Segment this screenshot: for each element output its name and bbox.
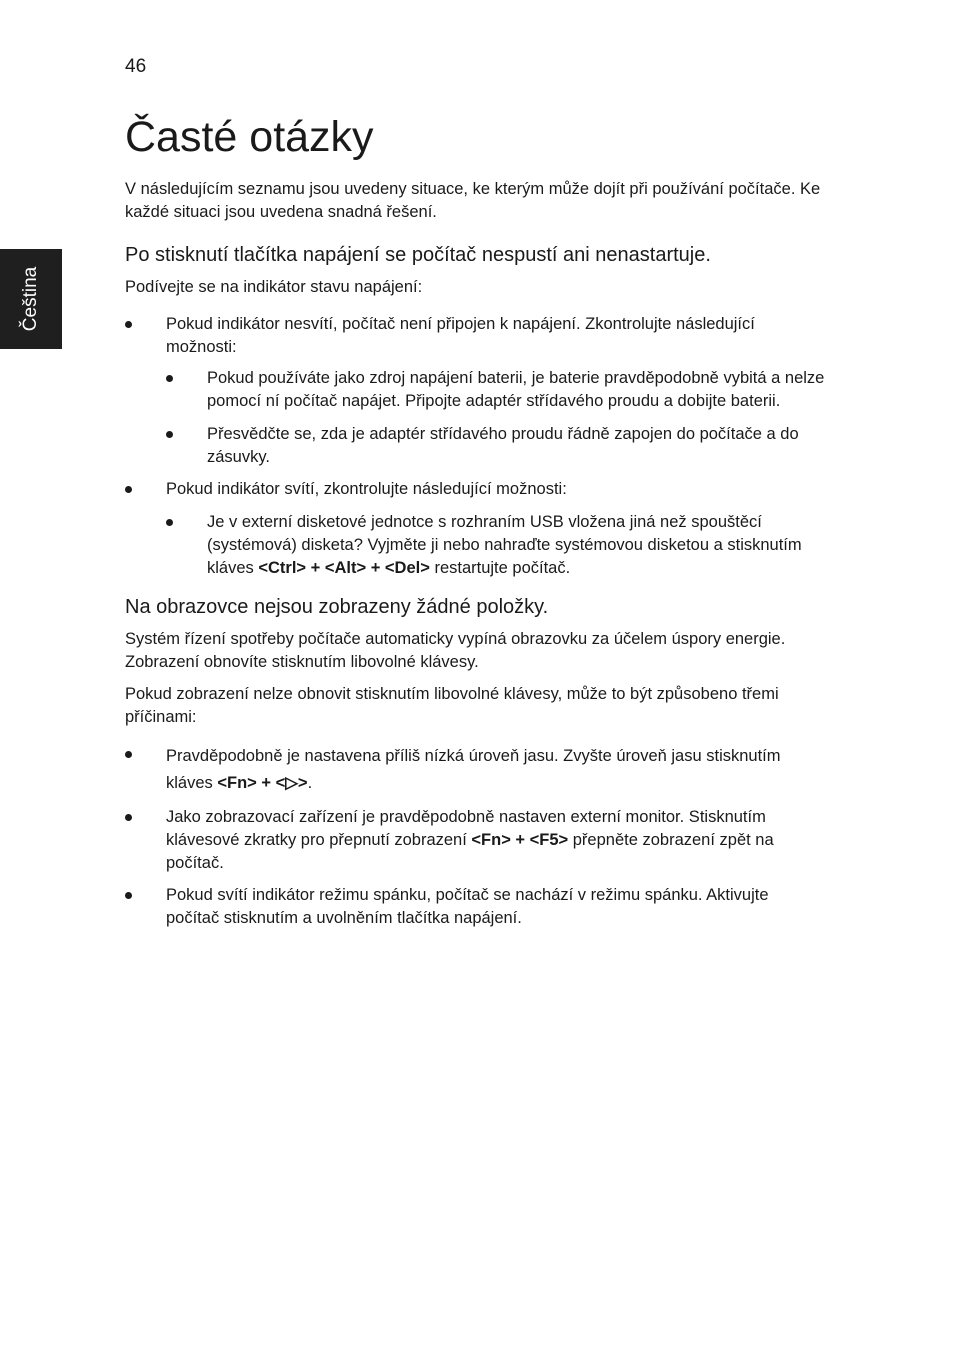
display-paragraph-1: Systém řízení spotřeby počítače automaticky vypíná obrazovku za účelem úspory energie. Zobrazení obnovíte stisknutím libovolné klávesy. — [125, 630, 786, 671]
display-list — [125, 743, 825, 930]
language-side-tab — [0, 249, 62, 349]
list-item — [125, 313, 825, 469]
bullet-icon — [125, 321, 132, 328]
sub-list — [166, 367, 825, 469]
power-lead: Podívejte se na indikátor stavu napájení: — [125, 278, 423, 296]
bullet-icon — [166, 431, 173, 438]
list-item — [166, 367, 825, 413]
section-heading-display: Na obrazovce nejsou zobrazeny žádné položky. — [125, 596, 549, 618]
list-item-text: . — [307, 774, 313, 792]
list-item-text: Pokud používáte jako zdroj napájení baterii, je baterie pravděpodobně vybitá a nelze pomocí ní počítač napájet. Připojte adaptér střídavého proudu a dobijte baterii. — [207, 369, 825, 410]
display-paragraph-2: Pokud zobrazení nelze obnovit stisknutím libovolné klávesy, může to být způsobeno třemi příčinami: — [125, 685, 779, 726]
list-item-text: Přesvědčte se, zda je adaptér střídavého proudu řádně zapojen do počítače a do zásuvky. — [207, 425, 799, 466]
list-item-text: restartujte počítač. — [429, 559, 571, 577]
section-heading-power: Po stisknutí tlačítka napájení se počítač nespustí ani nenastartuje. — [125, 244, 711, 266]
list-item-text: Pokud svítí indikátor režimu spánku, počítač se nachází v režimu spánku. Aktivujte počítač stisknutím a uvolněním tlačítka napájení. — [166, 886, 769, 927]
bullet-icon — [125, 814, 132, 821]
bullet-icon — [125, 751, 132, 758]
list-item — [125, 806, 825, 875]
list-item-text: Pravděpodobně je nastavena příliš nízká úroveň jasu. Zvyšte úroveň jasu stisknutím kláves — [166, 747, 781, 792]
list-item-text: Pokud indikátor svítí, zkontrolujte následující možnosti: — [166, 480, 567, 498]
list-item — [125, 884, 825, 930]
side-tab-label: Čeština — [20, 266, 41, 332]
list-item — [125, 478, 825, 580]
key-combo: <Ctrl> + <Alt> + <Del> — [258, 559, 430, 577]
bullet-icon — [166, 519, 173, 526]
bullet-icon — [125, 892, 132, 899]
list-item-text: Jako zobrazovací zařízení je pravděpodobně nastaven externí monitor. Stisknutím klávesové zkratky pro přepnutí zobrazení — [166, 808, 766, 849]
list-item — [125, 743, 825, 797]
list-item — [166, 423, 825, 469]
list-item-text: Pokud indikátor nesvítí, počítač není připojen k napájení. Zkontrolujte následující možnosti: — [166, 315, 755, 356]
bullet-icon — [166, 375, 173, 382]
list-item — [166, 511, 825, 580]
page-content — [125, 110, 825, 939]
sub-list — [166, 511, 825, 580]
list-item-text: Je v externí disketové jednotce s rozhraním USB vložena jiná než spouštěcí (systémová) disketa? Vyjměte ji nebo nahraďte systémovou disketou a stisknutím kláves — [207, 513, 802, 577]
power-list — [125, 313, 825, 580]
page-title: Časté otázky — [125, 113, 374, 161]
page-number: 46 — [125, 56, 147, 77]
list-item-text: přepněte zobrazení zpět na počítač. — [166, 831, 774, 872]
key-combo: <Fn> + <F5> — [471, 831, 569, 849]
bullet-icon — [125, 486, 132, 493]
key-combo: <Fn> + <▷> — [217, 774, 308, 792]
intro-paragraph: V následujícím seznamu jsou uvedeny situace, ke kterým může dojít při používání počítače. Ke každé situaci jsou uvedena snadná řešení. — [125, 180, 821, 221]
